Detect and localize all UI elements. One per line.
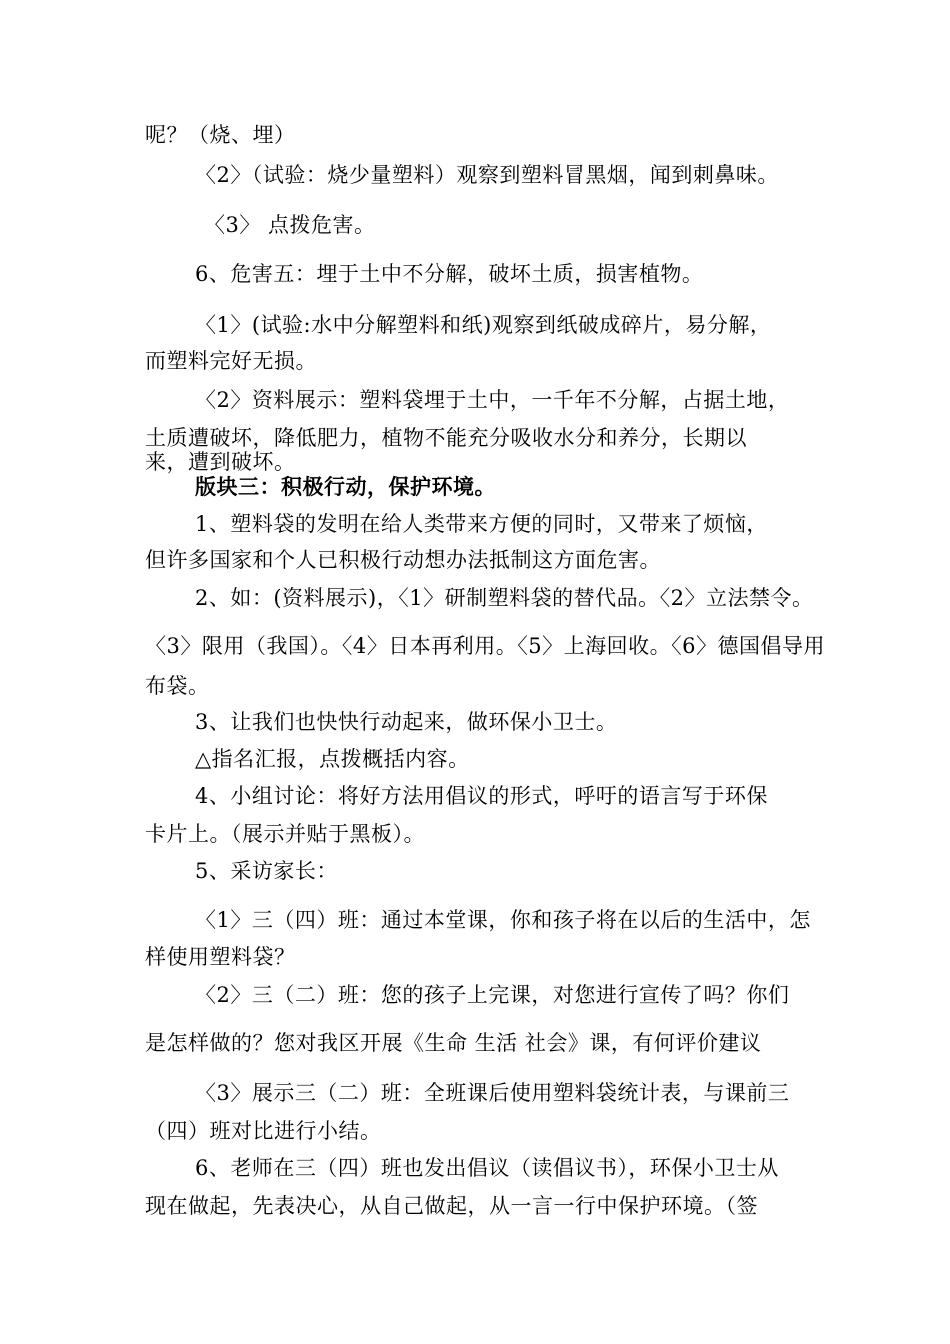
section-heading: 版块三：积极行动，保护环境。 [195,474,496,499]
paragraph-line: （四）班对比进行小结。 [145,1119,382,1143]
paragraph-line: 〈1〉三（四）班：通过本堂课，你和孩子将在以后的生活中，怎 [195,908,811,932]
paragraph-line: 卡片上。（展示并贴于黑板）。 [145,822,425,846]
paragraph-line: 3、让我们也快快行动起来，做环保小卫士。 [195,710,618,734]
paragraph-line: 土质遭破坏，降低肥力，植物不能充分吸收水分和养分，长期以 [145,426,747,450]
paragraph-line: 样使用塑料袋？ [145,945,296,969]
paragraph-line: △指名汇报，点拨概括内容。 [195,747,470,771]
paragraph-line: 4、小组讨论：将好方法用倡议的形式，呼吁的语言写于环保 [195,784,768,808]
paragraph-line: 6、老师在三（四）班也发出倡议（读倡议书），环保小卫士从 [195,1156,779,1180]
paragraph-line: 〈1〉(试验:水中分解塑料和纸)观察到纸破成碎片，易分解， [195,313,772,337]
paragraph-line: 2、如：(资料展示)，〈1〉研制塑料袋的替代品。〈2〉立法禁令。 [195,586,814,610]
paragraph-line: 1、塑料袋的发明在给人类带来方便的同时，又带来了烦恼， [195,512,768,536]
paragraph-line: 〈2〉资料展示：塑料袋埋于土中，一千年不分解，占据土地， [195,388,790,412]
paragraph-line: 5、采访家长： [195,859,338,883]
paragraph-line: 〈3〉 点拨危害。 [204,213,376,237]
paragraph-line: 〈3〉限用（我国）。〈4〉日本再利用。〈5〉上海回收。〈6〉德国倡导用 [145,634,825,658]
paragraph-line: 〈3〉展示三（二）班：全班课后使用塑料袋统计表，与课前三 [195,1081,790,1105]
paragraph-line: 来，遭到破坏。 [145,450,296,474]
paragraph-line: 现在做起，先表决心，从自己做起，从一言一行中保护环境。（签 [145,1194,758,1218]
paragraph-line: 布袋。 [145,674,210,698]
paragraph-line: 〈2〉三（二）班：您的孩子上完课，对您进行宣传了吗？你们 [195,983,790,1007]
paragraph-line: 但许多国家和个人已积极行动想办法抵制这方面危害。 [145,548,661,572]
paragraph-line: 〈2〉（试验：烧少量塑料）观察到塑料冒黑烟，闻到刺鼻味。 [195,163,779,187]
paragraph-line: 而塑料完好无损。 [145,349,317,373]
paragraph-line: 呢？（烧、埋） [145,123,296,147]
paragraph-line: 是怎样做的？您对我区开展《生命 生活 社会》课，有何评价建议 [145,1031,762,1055]
paragraph-line: 6、危害五：埋于土中不分解，破坏土质，损害植物。 [195,262,704,286]
